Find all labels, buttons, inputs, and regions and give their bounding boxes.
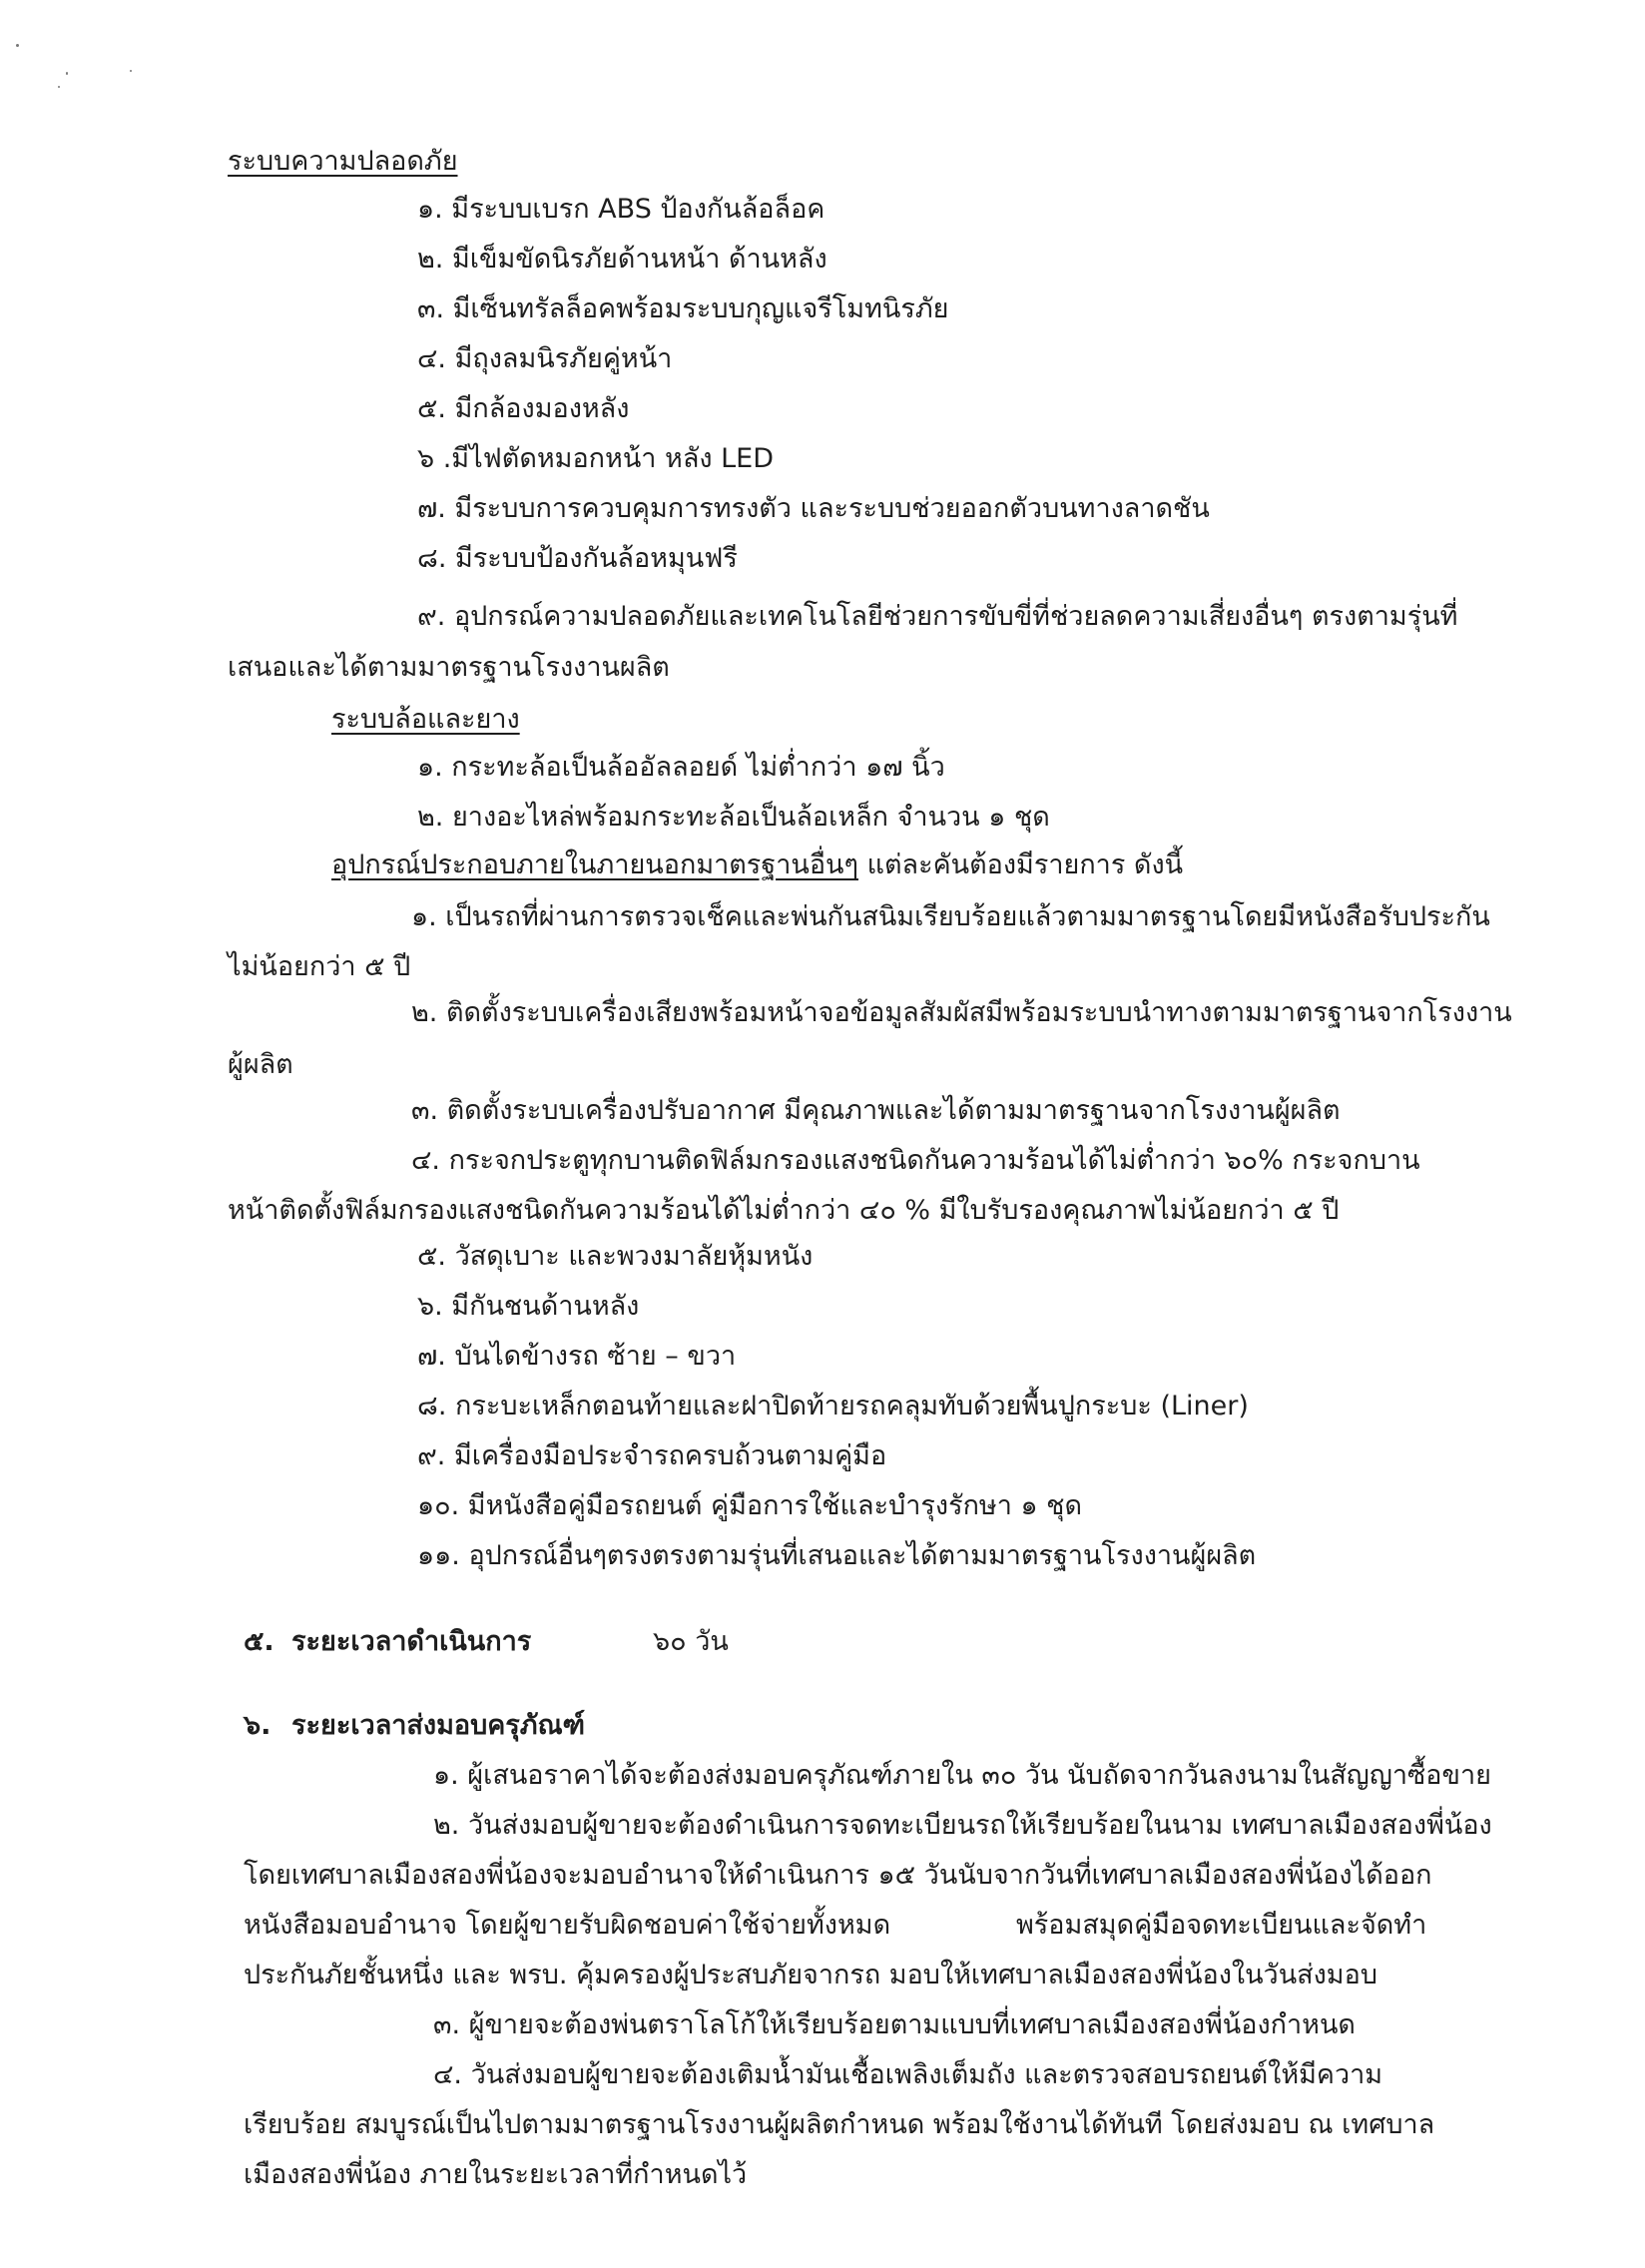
equipment-item-continuation: หน้าติดตั้งฟิล์มกรองแสงชนิดกันความร้อนได้ไม่ต่ำกว่า ๔๐ % มีใบรับรองคุณภาพไม่น้อยกว่า ๕ ปี	[228, 1195, 1340, 1226]
safety-item: ๔. มีถุงลมนิรภัยคู่หน้า	[417, 343, 673, 374]
section5-number: ๕.	[244, 1626, 274, 1657]
scan-speck	[58, 86, 60, 88]
section6-item: ๑. ผู้เสนอราคาได้จะต้องส่งมอบครุภัณฑ์ภายใน ๓๐ วัน นับถัดจากวันลงนามในสัญญาซื้อขาย	[433, 1760, 1491, 1791]
safety-item: ๓. มีเซ็นทรัลล็อคพร้อมระบบกุญแจรีโมทนิรภัย	[417, 293, 949, 324]
wheels-heading: ระบบล้อและยาง	[331, 704, 520, 735]
safety-item-continuation: เสนอและได้ตามมาตรฐานโรงงานผลิต	[228, 652, 670, 683]
scan-speck	[16, 44, 19, 47]
safety-item: ๒. มีเข็มขัดนิรภัยด้านหน้า ด้านหลัง	[417, 244, 827, 275]
equipment-heading: อุปกรณ์ประกอบภายในภายนอกมาตรฐานอื่นๆ	[331, 850, 859, 880]
equipment-item: ๑๑. อุปกรณ์อื่นๆตรงตรงตามรุ่นที่เสนอและได้ตามมาตรฐานโรงงานผู้ผลิต	[417, 1540, 1257, 1571]
section5-title: ระยะเวลาดำเนินการ	[291, 1626, 532, 1657]
section6-title: ระยะเวลาส่งมอบครุภัณฑ์	[291, 1710, 586, 1741]
equipment-item: ๕. วัสดุเบาะ และพวงมาลัยหุ้มหนัง	[417, 1241, 814, 1272]
equipment-heading-suffix: แต่ละคันต้องมีรายการ ดังนี้	[858, 850, 1184, 880]
safety-item: ๘. มีระบบป้องกันล้อหมุนฟรี	[417, 543, 738, 574]
scan-speck	[66, 72, 68, 75]
section6-item-continuation: ประกันภัยชั้นหนึ่ง และ พรบ. คุ้มครองผู้ประสบภัยจากรถ มอบให้เทศบาลเมืองสองพี่น้องในวันส่งมอบ	[244, 1960, 1377, 1990]
equipment-item: ๙. มีเครื่องมือประจำรถครบถ้วนตามคู่มือ	[417, 1440, 887, 1471]
section6-item-continuation: เมืองสองพี่น้อง ภายในระยะเวลาที่กำหนดไว้	[244, 2159, 748, 2190]
equipment-item-continuation: ไม่น้อยกว่า ๕ ปี	[228, 951, 411, 982]
equipment-item: ๒. ติดตั้งระบบเครื่องเสียงพร้อมหน้าจอข้อมูลสัมผัสมีพร้อมระบบนำทางตามมาตรฐานจากโรงงาน	[411, 997, 1512, 1028]
safety-item: ๙. อุปกรณ์ความปลอดภัยและเทคโนโลยีช่วยการขับขี่ที่ช่วยลดความเสี่ยงอื่นๆ ตรงตามรุ่นที่	[417, 601, 1458, 632]
safety-item: ๖ .มีไฟตัดหมอกหน้า หลัง LED	[417, 443, 775, 474]
safety-item: ๗. มีระบบการควบคุมการทรงตัว และระบบช่วยออกตัวบนทางลาดชัน	[417, 493, 1210, 524]
safety-item: ๑. มีระบบเบรก ABS ป้องกันล้อล็อค	[417, 194, 825, 225]
equipment-item: ๘. กระบะเหล็กตอนท้ายและฝาปิดท้ายรถคลุมทับด้วยพื้นปูกระบะ (Liner)	[417, 1391, 1249, 1421]
equipment-item: ๑๐. มีหนังสือคู่มือรถยนต์ คู่มือการใช้และบำรุงรักษา ๑ ชุด	[417, 1490, 1083, 1521]
equipment-item-continuation: ผู้ผลิต	[228, 1049, 293, 1080]
equipment-item: ๔. กระจกประตูทุกบานติดฟิล์มกรองแสงชนิดกันความร้อนได้ไม่ต่ำกว่า ๖๐% กระจกบาน	[411, 1145, 1420, 1176]
section6-item-continuation: พร้อมสมุดคู่มือจดทะเบียนและจัดทำ	[1016, 1910, 1427, 1941]
section5-value: ๖๐ วัน	[653, 1626, 729, 1657]
equipment-item: ๖. มีกันชนด้านหลัง	[417, 1291, 640, 1322]
section6-item: ๔. วันส่งมอบผู้ขายจะต้องเติมน้ำมันเชื้อเพลิงเต็มถัง และตรวจสอบรถยนต์ให้มีความ	[433, 2059, 1383, 2090]
wheels-item: ๒. ยางอะไหล่พร้อมกระทะล้อเป็นล้อเหล็ก จำนวน ๑ ชุด	[417, 802, 1050, 833]
equipment-heading-line	[331, 849, 1183, 882]
scan-speck	[130, 70, 132, 72]
equipment-item: ๓. ติดตั้งระบบเครื่องปรับอากาศ มีคุณภาพและได้ตามมาตรฐานจากโรงงานผู้ผลิต	[411, 1095, 1341, 1126]
safety-item: ๕. มีกล้องมองหลัง	[417, 393, 630, 424]
safety-heading: ระบบความปลอดภัย	[228, 146, 458, 177]
section6-item: ๒. วันส่งมอบผู้ขายจะต้องดำเนินการจดทะเบียนรถให้เรียบร้อยในนาม เทศบาลเมืองสองพี่น้อง	[433, 1810, 1492, 1841]
equipment-item: ๗. บันไดข้างรถ ซ้าย – ขวา	[417, 1341, 737, 1372]
section6-item: ๓. ผู้ขายจะต้องพ่นตราโลโก้ให้เรียบร้อยตามแบบที่เทศบาลเมืองสองพี่น้องกำหนด	[433, 2009, 1356, 2040]
section6-item-continuation: เรียบร้อย สมบูรณ์เป็นไปตามมาตรฐานโรงงานผู้ผลิตกำหนด พร้อมใช้งานได้ทันที โดยส่งมอบ ณ เทศบาล	[244, 2109, 1435, 2140]
wheels-item: ๑. กระทะล้อเป็นล้ออัลลอยด์ ไม่ต่ำกว่า ๑๗ นิ้ว	[417, 752, 945, 783]
equipment-item: ๑. เป็นรถที่ผ่านการตรวจเช็คและพ่นกันสนิมเรียบร้อยแล้วตามมาตรฐานโดยมีหนังสือรับประกัน	[411, 901, 1490, 932]
section6-item-continuation: หนังสือมอบอำนาจ โดยผู้ขายรับผิดชอบค่าใช้จ่ายทั้งหมด	[244, 1910, 891, 1941]
section6-item-continuation: โดยเทศบาลเมืองสองพี่น้องจะมอบอำนาจให้ดำเนินการ ๑๕ วันนับจากวันที่เทศบาลเมืองสองพี่น้องได้ออก	[244, 1860, 1432, 1891]
section6-number: ๖.	[244, 1710, 272, 1741]
